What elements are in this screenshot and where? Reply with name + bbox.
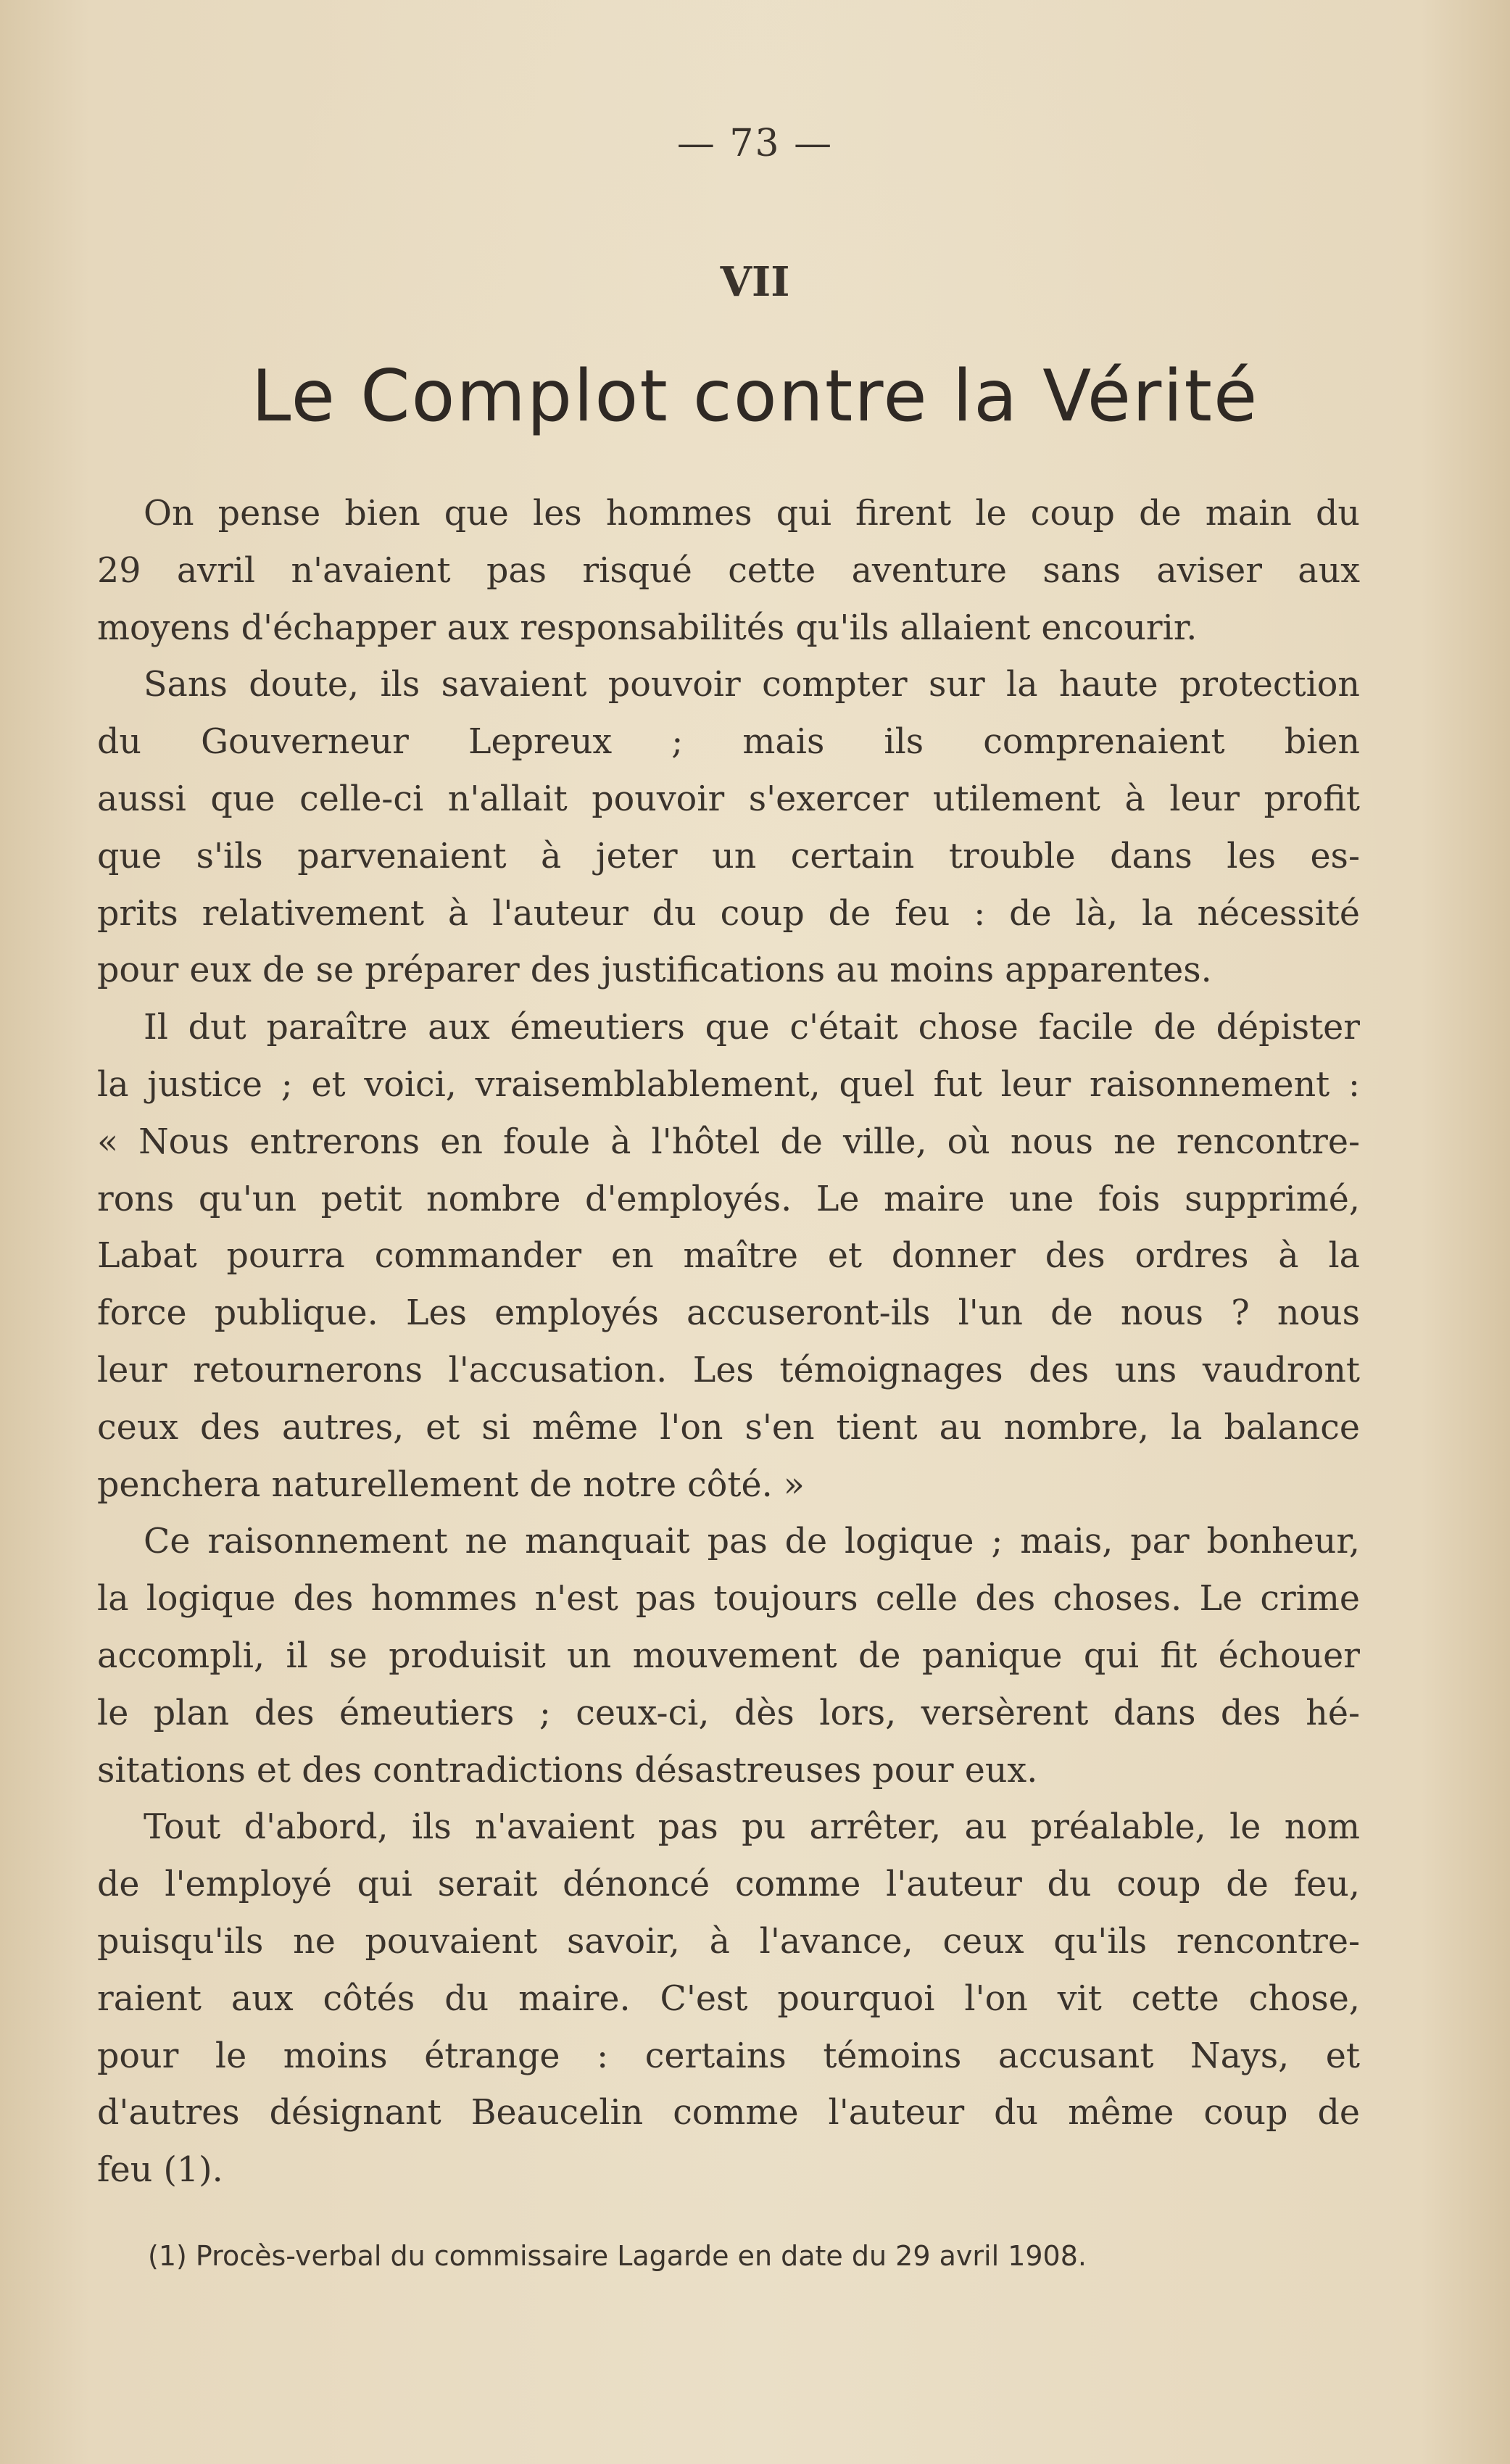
text-line: rons qu'un petit nombre d'employés. Le maire une fois supprimé,	[97, 1179, 1360, 1219]
text-line: d'autres désignant Beaucelin comme l'auteur du même coup de	[97, 2093, 1360, 2133]
text-line: penchera naturellement de notre côté. »	[97, 1464, 805, 1505]
text-line: Ce raisonnement ne manquait pas de logique ; mais, par bonheur,	[144, 1522, 1360, 1562]
text-line: « Nous entrerons en foule à l'hôtel de ville, où nous ne rencontre-	[97, 1121, 1360, 1162]
text-line: la logique des hommes n'est pas toujours celle des choses. Le crime	[97, 1579, 1360, 1619]
text-line: Labat pourra commander en maître et donner des ordres à la	[97, 1236, 1360, 1277]
text-line: pour le moins étrange : certains témoins accusant Nays, et	[97, 2036, 1360, 2076]
text-line: 29 avril n'avaient pas risqué cette aventure sans aviser aux	[97, 550, 1360, 591]
text-line: raient aux côtés du maire. C'est pourquoi l'on vit cette chose,	[97, 1978, 1360, 2019]
text-line: leur retournerons l'accusation. Les témoignages des uns vaudront	[97, 1350, 1360, 1390]
body-text	[97, 486, 1360, 2199]
paragraph-4	[97, 1514, 1360, 1799]
paragraph-3	[97, 1000, 1360, 1514]
chapter-title: Le Complot contre la Vérité	[251, 355, 1259, 438]
paragraph-5	[97, 1799, 1360, 2199]
text-line: prits relativement à l'auteur du coup de feu : de là, la nécessité	[97, 893, 1360, 934]
text-line: puisqu'ils ne pouvaient savoir, à l'avance, ceux qu'ils rencontre-	[97, 1921, 1360, 1962]
text-line: accompli, il se produisit un mouvement de panique qui fit échouer	[97, 1635, 1360, 1676]
text-line: que s'ils parvenaient à jeter un certain trouble dans les es-	[97, 836, 1360, 876]
text-line: de l'employé qui serait dénoncé comme l'auteur du coup de feu,	[97, 1864, 1360, 1905]
text-line: ceux des autres, et si même l'on s'en tient au nombre, la balance	[97, 1407, 1360, 1448]
page-number: — 73 —	[676, 122, 834, 165]
text-line: aussi que celle-ci n'allait pouvoir s'exercer utilement à leur profit	[97, 779, 1360, 819]
text-line: pour eux de se préparer des justifications au moins apparentes.	[97, 950, 1212, 991]
text-line: Il dut paraître aux émeutiers que c'était chose facile de dépister	[144, 1008, 1360, 1048]
footnote: (1) Procès-verbal du commissaire Lagarde en date du 29 avril 1908.	[148, 2240, 1087, 2272]
text-line: Sans doute, ils savaient pouvoir compter sur la haute protection	[144, 665, 1360, 705]
text-line: force publique. Les employés accuseront-ils l'un de nous ? nous	[97, 1293, 1360, 1334]
text-line: du Gouverneur Lepreux ; mais ils comprenaient bien	[97, 722, 1360, 763]
paragraph-1	[97, 486, 1360, 657]
text-line: sitations et des contradictions désastreuses pour eux.	[97, 1750, 1038, 1791]
text-line: la justice ; et voici, vraisemblablement, quel fut leur raisonnement :	[97, 1064, 1360, 1105]
chapter-number: VII	[720, 258, 790, 306]
text-line: On pense bien que les hommes qui firent le coup de main du	[144, 494, 1360, 534]
paragraph-2	[97, 657, 1360, 1000]
text-line: feu (1).	[97, 2150, 223, 2191]
text-line: Tout d'abord, ils n'avaient pas pu arrêter, au préalable, le nom	[144, 1807, 1360, 1848]
text-line: le plan des émeutiers ; ceux-ci, dès lors, versèrent dans des hé-	[97, 1693, 1360, 1733]
text-line: moyens d'échapper aux responsabilités qu'ils allaient encourir.	[97, 607, 1198, 648]
